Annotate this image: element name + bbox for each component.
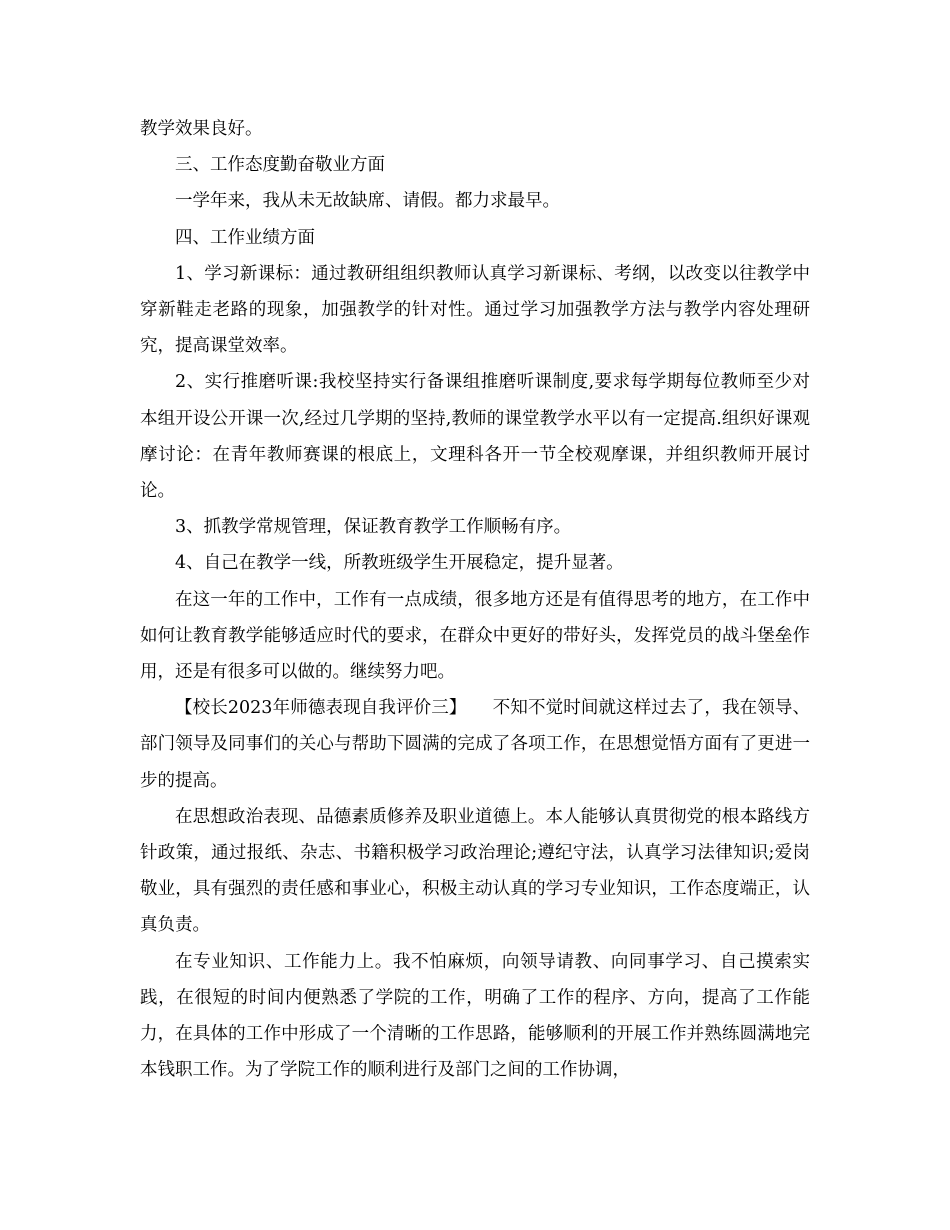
paragraph-text: 不知不觉时间就这样过去了，我在领导、部门领导及同事们的关心与帮助下圆满的完成了各项工作，在思想觉悟方面有了更进一步的提高。 (140, 698, 810, 791)
paragraph: 4、自己在教学一线，所教班级学生开展稳定，提升显著。 (175, 553, 624, 574)
section-heading: 四、工作业绩方面 (175, 227, 315, 248)
paragraph: 3、抓教学常规管理，保证教育教学工作顺畅有序。 (175, 517, 572, 538)
paragraph: 在专业知识、工作能力上。我不怕麻烦，向领导请教、向同事学习、自己摸索实践，在很短的时间内便熟悉了学院的工作，明确了工作的程序、方向，提高了工作能力，在具体的工作中形成了一个清晰的工作思路，能够顺利的开展工作并熟练圆满地完本钱职工作。为了学院工作的顺利进行及部门之间的工作协调， (140, 951, 810, 1081)
section-heading: 三、工作态度勤奋敬业方面 (175, 155, 385, 176)
paragraph: 2、实行推磨听课:我校坚持实行备课组推磨听课制度,要求每学期每位教师至少对本组开设公开课一次,经过几学期的坚持,教师的课堂教学水平以有一定提高.组织好课观摩讨论：在青年教师赛课的根底上，文理科各开一节全校观摩课，并组织教师开展讨论。 (140, 372, 810, 502)
document-body (140, 111, 810, 1088)
paragraph: 教学效果良好。 (140, 119, 263, 139)
paragraph: 在思想政治表现、品德素质修养及职业道德上。本人能够认真贯彻党的根本路线方针政策，通过报纸、杂志、书籍积极学习政治理论;遵纪守法，认真学习法律知识;爱岗敬业，具有强烈的责任感和事业心，积极主动认真的学习专业知识，工作态度端正，认真负责。 (140, 806, 810, 936)
paragraph: 一学年来，我从未无故缺席、请假。都力求最早。 (175, 191, 560, 212)
article-title: 【校长2023年师德表现自我评价三】 (175, 698, 467, 719)
paragraph: 在这一年的工作中，工作有一点成绩，很多地方还是有值得思考的地方，在工作中如何让教育教学能够适应时代的要求，在群众中更好的带好头，发挥党员的战斗堡垒作用，还是有很多可以做的。继续努力吧。 (140, 589, 810, 683)
titled-paragraph (140, 690, 810, 799)
paragraph: 1、学习新课标：通过教研组组织教师认真学习新课标、考纲，以改变以往教学中穿新鞋走老路的现象，加强教学的针对性。通过学习加强教学方法与教学内容处理研究，提高课堂效率。 (140, 263, 810, 357)
